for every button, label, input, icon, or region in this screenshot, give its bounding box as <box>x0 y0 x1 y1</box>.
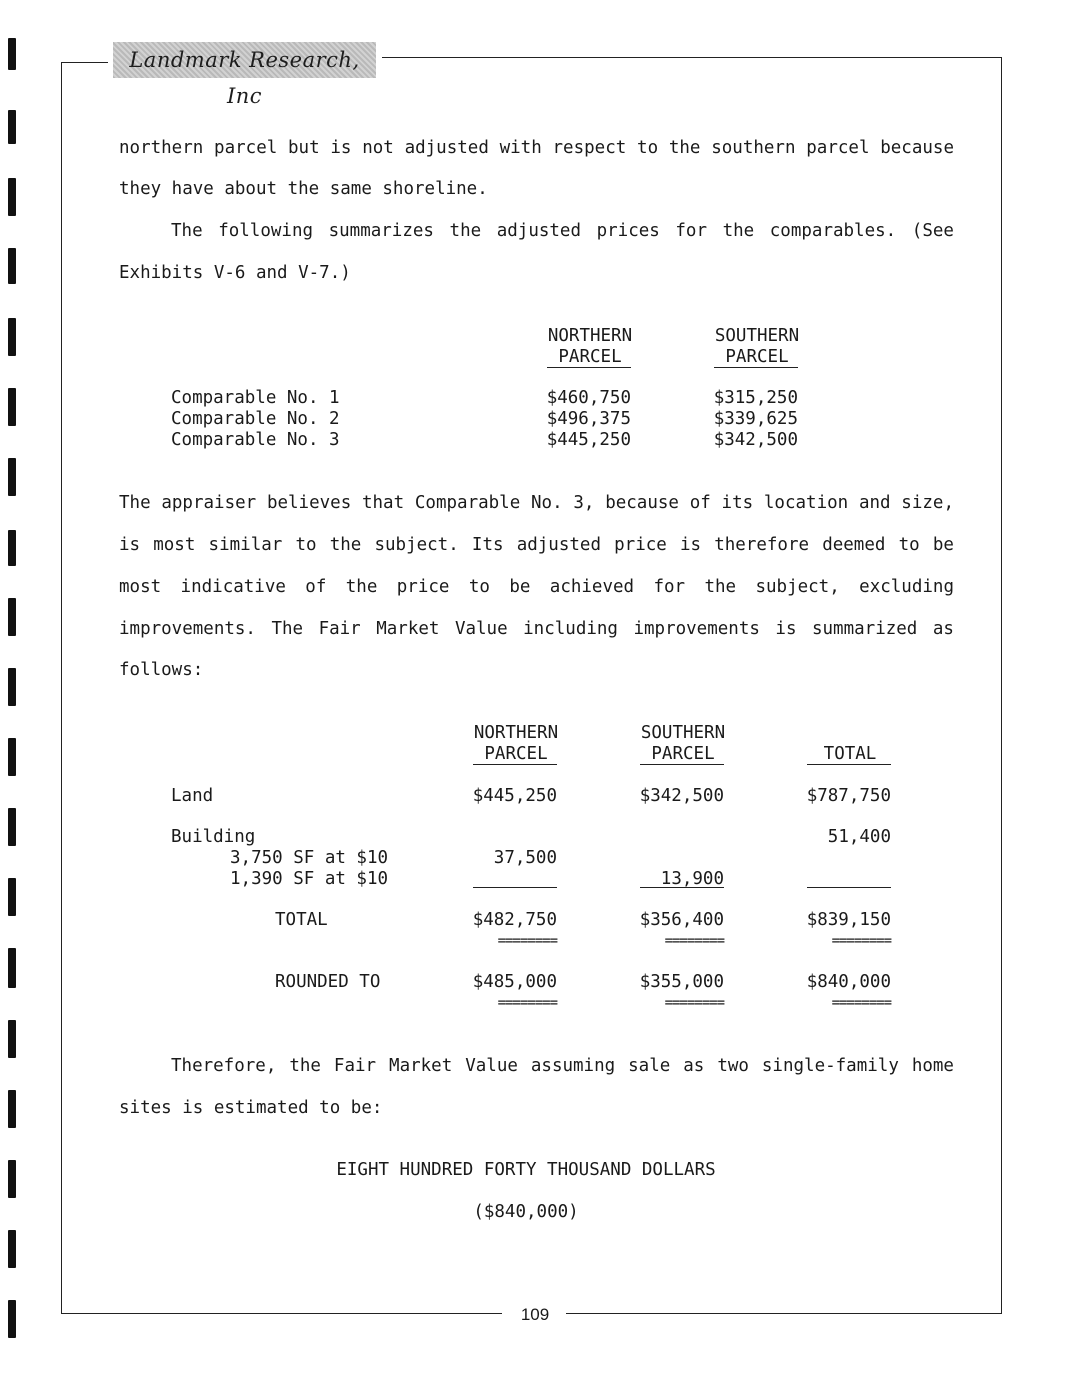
value-amount: ($840,000) <box>473 1202 579 1222</box>
frame-left <box>61 62 62 1314</box>
body-text-line: Exhibits V-6 and V-7.) <box>119 263 351 283</box>
word: but <box>288 138 320 158</box>
word: most <box>119 577 162 597</box>
binding-mark <box>8 1090 16 1128</box>
company-logo: Landmark Research, Inc <box>113 42 376 78</box>
total-value: $840,000 <box>806 972 891 992</box>
word: the <box>704 577 737 597</box>
word: prices <box>596 221 660 241</box>
word: the <box>289 1056 321 1076</box>
word: 3, <box>573 493 595 513</box>
word: parcel <box>806 138 870 158</box>
binding-mark <box>8 248 16 284</box>
northern-value: $496,375 <box>546 409 631 429</box>
body-text-line <box>171 1055 954 1077</box>
word: to <box>898 535 920 555</box>
word: southern <box>711 138 796 158</box>
double-rule: ======== <box>497 995 557 1011</box>
word: Therefore, <box>171 1056 277 1076</box>
word: to <box>295 535 317 555</box>
col-header-total: TOTAL <box>823 744 877 764</box>
word: similar <box>208 535 283 555</box>
sum-rule <box>640 887 724 888</box>
row-label: TOTAL <box>275 910 328 930</box>
frame-bottom-right <box>566 1313 1002 1314</box>
word: indicative <box>180 577 286 597</box>
word: improvements. <box>119 619 256 639</box>
header-underline <box>807 764 891 765</box>
word: is <box>775 619 797 639</box>
word: with <box>499 138 542 158</box>
word: The <box>119 493 151 513</box>
word: appraiser <box>161 493 257 513</box>
word: as <box>932 619 954 639</box>
col-header-northern-bottom: PARCEL <box>484 744 548 764</box>
binding-mark <box>8 668 16 706</box>
word: summarizes <box>328 221 434 241</box>
word: following <box>218 221 314 241</box>
word: is <box>330 138 352 158</box>
body-text-line: follows: <box>119 660 204 680</box>
word: assuming <box>530 1056 616 1076</box>
row-label: ROUNDED TO <box>275 972 381 992</box>
word: the <box>668 138 701 158</box>
row-label: Comparable No. 2 <box>171 409 340 429</box>
double-rule: ======== <box>831 933 891 949</box>
col-header-southern-top: SOUTHERN <box>640 723 726 743</box>
word: respect <box>552 138 627 158</box>
body-text-line <box>119 137 954 159</box>
word: the <box>345 577 378 597</box>
word: and <box>858 493 891 513</box>
northern-value: $485,000 <box>472 972 557 992</box>
word: subject. <box>374 535 459 555</box>
frame-top-right <box>382 57 1002 58</box>
word: deemed <box>822 535 886 555</box>
word: of <box>689 493 711 513</box>
word: improvements <box>633 619 760 639</box>
word: as <box>683 1056 705 1076</box>
binding-mark <box>8 178 16 216</box>
word: the <box>449 221 482 241</box>
body-text-line <box>171 220 954 242</box>
word: adjusted <box>496 221 582 241</box>
binding-mark <box>8 388 16 426</box>
binding-mark <box>8 1020 16 1058</box>
word: Fair <box>318 619 361 639</box>
word: Value <box>465 1056 518 1076</box>
word: Value <box>454 619 508 639</box>
total-value: $839,150 <box>806 910 891 930</box>
sum-rule <box>473 887 557 888</box>
binding-mark <box>8 1160 16 1198</box>
binding-mark <box>8 1230 16 1268</box>
col-header-northern-top: NORTHERN <box>547 326 633 346</box>
southern-value: $342,500 <box>713 430 798 450</box>
word: is <box>679 535 702 555</box>
binding-mark <box>8 530 16 566</box>
southern-value: $342,500 <box>639 786 724 806</box>
double-rule: ======== <box>831 995 891 1011</box>
double-rule: ======== <box>664 995 724 1011</box>
total-value: 51,400 <box>827 827 891 847</box>
word: be <box>509 577 531 597</box>
word: achieved <box>549 577 635 597</box>
word: price <box>396 577 450 597</box>
header-underline <box>473 764 557 765</box>
word: the <box>722 221 755 241</box>
col-header-northern-bottom: PARCEL <box>558 347 622 367</box>
row-label: 3,750 SF at $10 <box>230 848 389 868</box>
body-text-line: sites is estimated to be: <box>119 1098 383 1118</box>
row-label: Building <box>171 827 256 847</box>
word: including <box>523 619 618 639</box>
word: Fair <box>333 1056 377 1076</box>
frame-right <box>1001 57 1002 1314</box>
double-rule: ======== <box>497 933 557 949</box>
word: that <box>361 493 405 513</box>
word: The <box>271 619 304 639</box>
row-label: 1,390 SF at $10 <box>230 869 389 889</box>
binding-mark <box>8 38 16 70</box>
word: parcel <box>214 138 278 158</box>
header-underline <box>640 764 724 765</box>
frame-top-left <box>61 62 108 63</box>
word: be <box>932 535 954 555</box>
word: its <box>721 493 754 513</box>
word: because <box>880 138 954 158</box>
body-text-line <box>119 618 954 640</box>
binding-mark <box>8 110 16 144</box>
word: of <box>305 577 327 597</box>
word: to <box>637 138 659 158</box>
word: price <box>614 535 667 555</box>
binding-mark <box>8 948 16 988</box>
word: for <box>653 577 686 597</box>
word: believes <box>266 493 352 513</box>
word: Market <box>389 1056 453 1076</box>
word: subject, <box>755 577 840 597</box>
northern-value: $460,750 <box>546 388 631 408</box>
word: The <box>171 221 203 241</box>
word: (See <box>911 221 954 241</box>
col-header-southern-top: SOUTHERN <box>714 326 800 346</box>
col-header-southern-bottom: PARCEL <box>651 744 715 764</box>
northern-value: $445,250 <box>546 430 631 450</box>
word: because <box>605 493 679 513</box>
binding-mark <box>8 808 16 846</box>
binding-mark <box>8 598 16 636</box>
body-text-line <box>119 492 954 514</box>
word: Market <box>376 619 440 639</box>
word: home <box>911 1056 954 1076</box>
word: for <box>675 221 707 241</box>
binding-mark <box>8 738 16 776</box>
word: size, <box>901 493 954 513</box>
word: adjusted <box>516 535 601 555</box>
page-number: 109 <box>520 1305 550 1324</box>
col-header-southern-bottom: PARCEL <box>725 347 789 367</box>
binding-mark <box>8 318 16 356</box>
col-header-northern-top: NORTHERN <box>473 723 559 743</box>
row-label: Comparable No. 1 <box>171 388 340 408</box>
word: is <box>119 535 141 555</box>
word: comparables. <box>769 221 897 241</box>
southern-value: $356,400 <box>639 910 724 930</box>
northern-value: $445,250 <box>472 786 557 806</box>
row-label: Comparable No. 3 <box>171 430 340 450</box>
northern-value: 37,500 <box>493 848 557 868</box>
body-text-line <box>119 534 954 556</box>
body-text-line <box>119 576 954 598</box>
northern-value: $482,750 <box>472 910 557 930</box>
header-underline <box>714 367 798 368</box>
value-in-words: EIGHT HUNDRED FORTY THOUSAND DOLLARS <box>336 1160 716 1180</box>
southern-value: $339,625 <box>713 409 798 429</box>
binding-mark <box>8 878 16 916</box>
binding-mark <box>8 1300 16 1338</box>
word: No. <box>531 493 563 513</box>
word: not <box>362 138 394 158</box>
word: excluding <box>859 577 954 597</box>
word: two <box>717 1056 749 1076</box>
word: northern <box>119 138 204 158</box>
double-rule: ======== <box>664 933 724 949</box>
southern-value: $315,250 <box>713 388 798 408</box>
southern-value: $355,000 <box>639 972 724 992</box>
word: sale <box>628 1056 671 1076</box>
word: to <box>468 577 490 597</box>
total-value: $787,750 <box>806 786 891 806</box>
word: single-family <box>761 1056 899 1076</box>
word: the <box>329 535 362 555</box>
word: location <box>763 493 849 513</box>
word: adjusted <box>404 138 489 158</box>
header-underline <box>547 367 631 368</box>
word: Comparable <box>414 493 521 513</box>
binding-mark <box>8 458 16 496</box>
sum-rule <box>807 887 891 888</box>
frame-bottom-left <box>61 1313 502 1314</box>
word: therefore <box>714 535 810 555</box>
word: most <box>153 535 196 555</box>
word: Its <box>471 535 504 555</box>
southern-value: 13,900 <box>660 869 724 889</box>
body-text-line: they have about the same shoreline. <box>119 179 488 199</box>
word: summarized <box>811 619 918 639</box>
row-label: Land <box>171 786 214 806</box>
